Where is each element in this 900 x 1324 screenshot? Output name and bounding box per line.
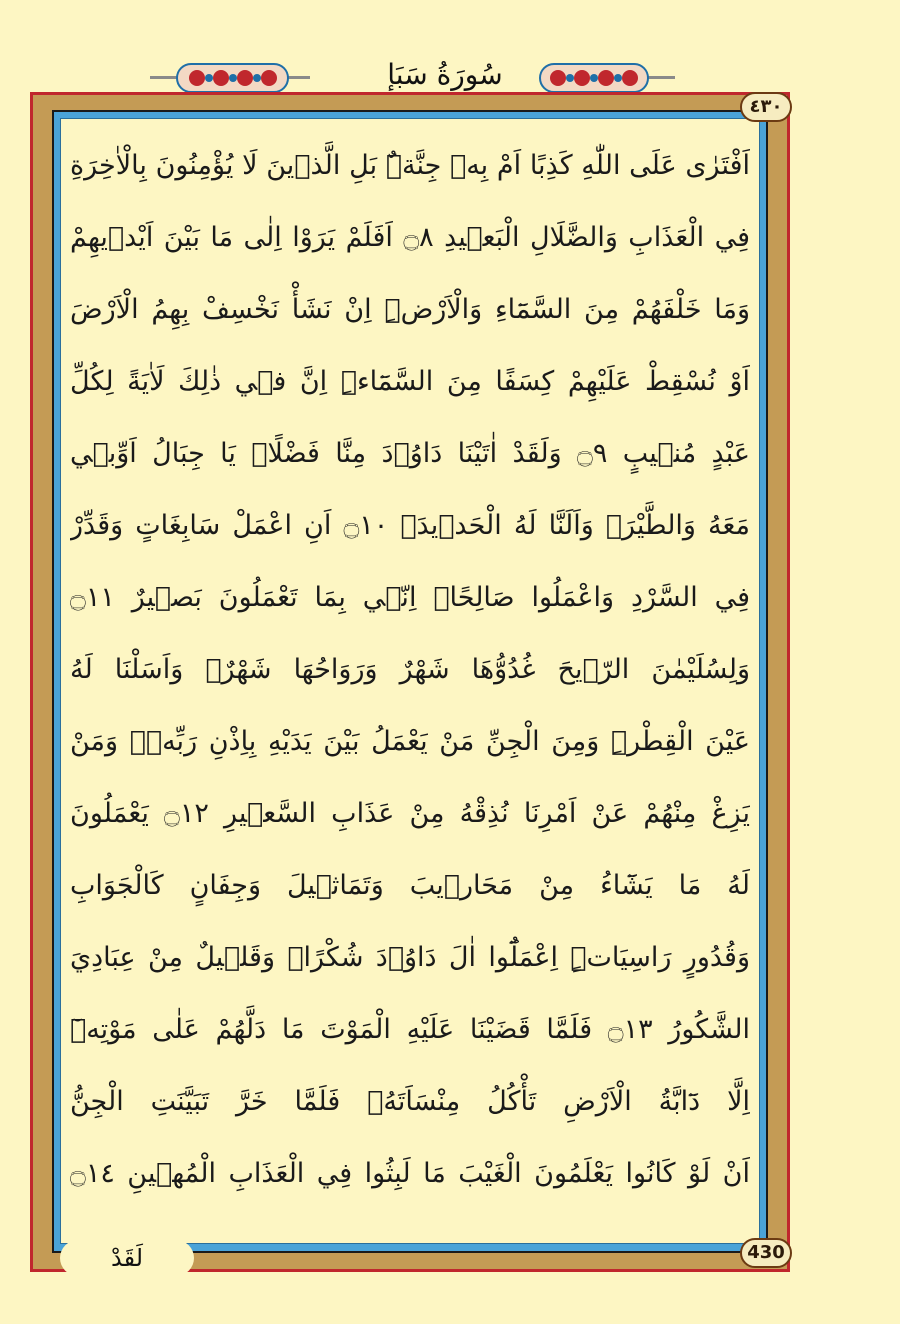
surah-title: سُورَةُ سَبَإٍ xyxy=(387,58,503,91)
text-line-9: عَيْنَ الْقِطْرِۜ وَمِنَ الْجِنِّ مَنْ يَعْمَلُ بَيْنَ يَدَيْهِ بِاِذْنِ رَبِّه۪ۜ وَمَنْ xyxy=(70,726,750,757)
page-number-bottom: 430 xyxy=(740,1238,792,1268)
text-line-15: اَنْ لَوْ كَانُوا يَعْلَمُونَ الْغَيْبَ مَا لَبِثُوا فِي الْعَذَابِ الْمُه۪ينِ ۝١٤ xyxy=(70,1158,750,1189)
text-line-5: عَبْدٍ مُن۪يبٍ ۝٩ وَلَقَدْ اٰتَيْنَا دَاوُ۫دَ مِنَّا فَضْلًاۜ يَا جِبَالُ اَوِّب۪ي xyxy=(70,438,750,469)
text-line-10: يَزِغْ مِنْهُمْ عَنْ اَمْرِنَا نُذِقْهُ مِنْ عَذَابِ السَّع۪يرِ ۝١٢ يَعْمَلُونَ xyxy=(70,798,750,829)
catchword: لَقَدْ xyxy=(60,1240,194,1276)
text-line-6: مَعَهُ وَالطَّيْرَۚ وَاَلَنَّا لَهُ الْحَد۪يدَۙ ۝١٠ اَنِ اعْمَلْ سَابِغَاتٍ وَقَدِّرْ xyxy=(70,510,750,541)
text-line-14: اِلَّا دَٓابَّةُ الْاَرْضِ تَأْكُلُ مِنْسَاَتَهُۚ فَلَمَّا خَرَّ تَبَيَّنَتِ الْجِنُّ xyxy=(70,1086,750,1117)
text-line-4: اَوْ نُسْقِطْ عَلَيْهِمْ كِسَفًا مِنَ السَّمَٓاءِۜ اِنَّ ف۪ي ذٰلِكَ لَاٰيَةً لِكُلِّ xyxy=(70,366,750,397)
text-line-11: لَهُ مَا يَشَٓاءُ مِنْ مَحَار۪يبَ وَتَمَاث۪يلَ وَجِفَانٍ كَالْجَوَابِ xyxy=(70,870,750,901)
text-line-1: اَفْتَرٰى عَلَى اللّٰهِ كَذِبًا اَمْ بِه۪ جِنَّةٌۜ بَلِ الَّذ۪ينَ لَا يُؤْمِنُونَ بِالْاٰخِرَةِ xyxy=(70,150,750,181)
text-line-8: وَلِسُلَيْمٰنَ الرّ۪يحَ غُدُوُّهَا شَهْرٌ وَرَوَاحُهَا شَهْرٌۚ وَاَسَلْنَا لَهُ xyxy=(70,654,750,685)
text-line-2: فِي الْعَذَابِ وَالضَّلَالِ الْبَع۪يدِ ۝٨ اَفَلَمْ يَرَوْا اِلٰى مَا بَيْنَ اَيْد۪يهِمْ xyxy=(70,222,750,253)
quran-text-lines xyxy=(70,130,750,1240)
text-line-7: فِي السَّرْدِ وَاعْمَلُوا صَالِحًاۜ اِنّ۪ي بِمَا تَعْمَلُونَ بَص۪يرٌ ۝١١ xyxy=(70,582,750,613)
page-number-top: ٤٣٠ xyxy=(740,92,792,122)
text-line-13: الشَّكُورُ ۝١٣ فَلَمَّا قَضَيْنَا عَلَيْهِ الْمَوْتَ مَا دَلَّهُمْ عَلٰى مَوْتِه۪ٓ xyxy=(70,1014,750,1045)
text-line-12: وَقُدُورٍ رَاسِيَاتٍۜ اِعْمَلُٓوا اٰلَ دَاوُ۫دَ شُكْرًاۜ وَقَل۪يلٌ مِنْ عِبَادِيَ xyxy=(70,942,750,973)
text-line-3: وَمَا خَلْفَهُمْ مِنَ السَّمَٓاءِ وَالْاَرْضِۜ اِنْ نَشَأْ نَخْسِفْ بِهِمُ الْاَرْضَ xyxy=(70,294,750,325)
